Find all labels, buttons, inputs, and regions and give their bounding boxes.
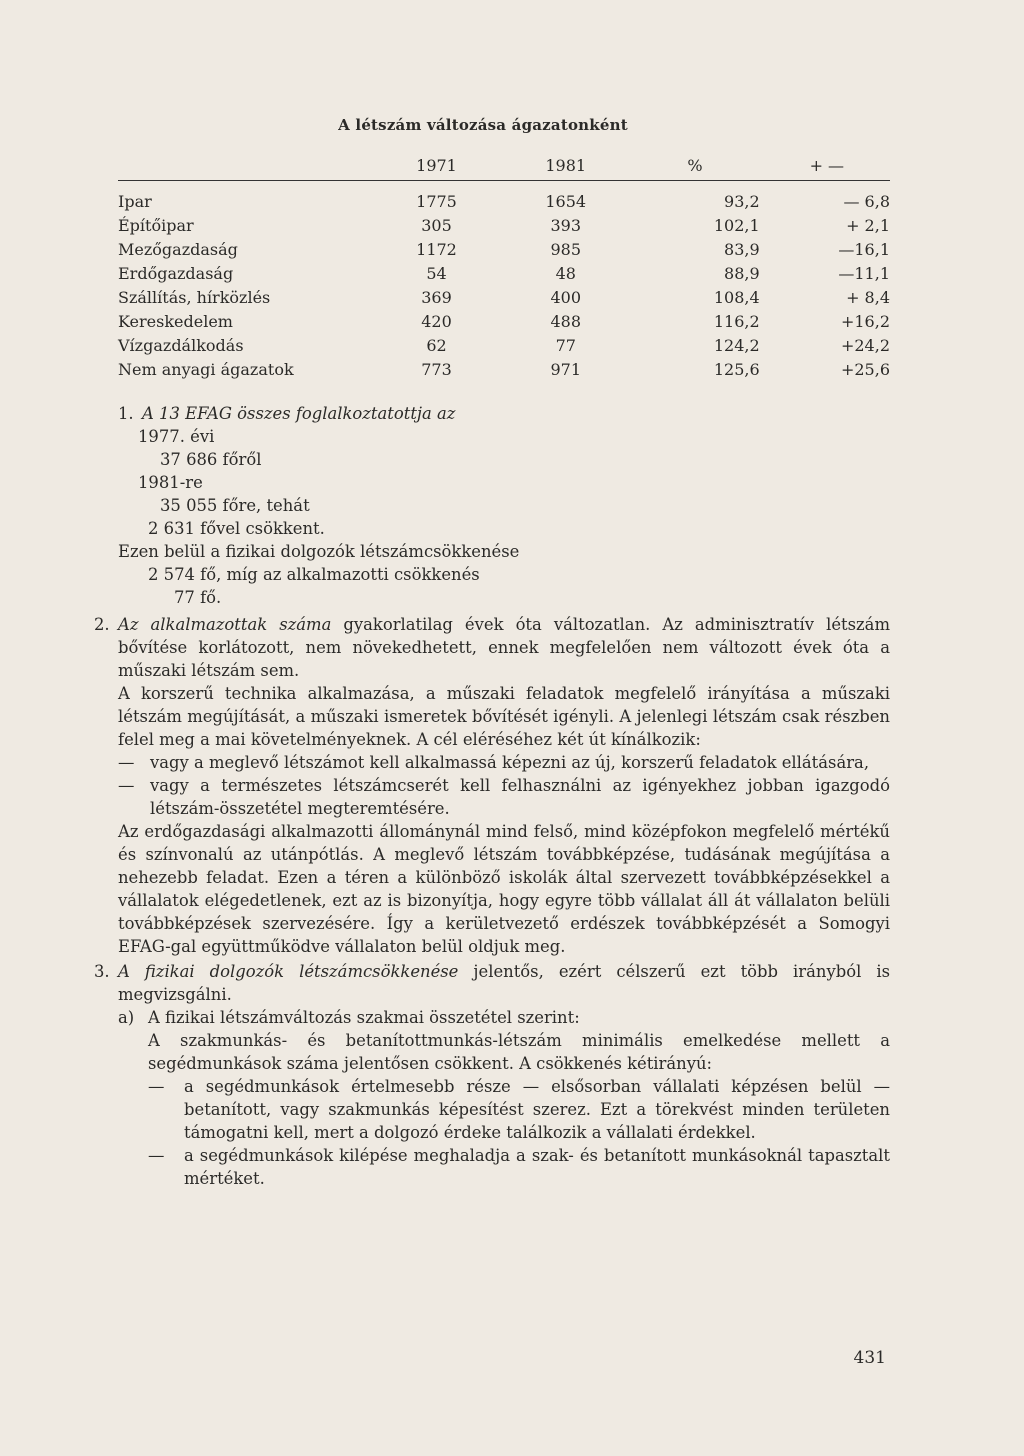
page-number: 431 [853, 1348, 886, 1368]
dash-marker: — [148, 1146, 165, 1165]
row-sector: Építőipar [118, 215, 194, 235]
section-3a-label: a) [118, 1008, 135, 1027]
section-1-line: 37 686 főről [160, 450, 262, 469]
row-sector: Ipar [118, 191, 152, 211]
row-1971: 1172 [416, 239, 457, 259]
header-percent: % [687, 155, 703, 175]
row-change: + 2,1 [846, 215, 890, 235]
row-1971: 420 [421, 311, 452, 331]
section-2-text: gyakorlatilag évek óta változatlan. Az adminisztratív létszám bővítése korlátozott, nem növekedhetett, ennek megfelelően nem változott évek óta a műszaki létszám sem. [118, 615, 890, 680]
table-row [118, 237, 890, 261]
row-1981: 488 [550, 311, 582, 331]
row-change: — 6,8 [843, 191, 890, 211]
row-change: +25,6 [840, 359, 890, 379]
row-1981: 393 [550, 215, 582, 235]
option-text: vagy a meglevő létszámot kell alkalmassá képezni az új, korszerű feladatok ellátására, [150, 753, 870, 772]
table-row [118, 261, 890, 285]
row-1971: 369 [421, 287, 452, 307]
section-1-heading [118, 402, 890, 425]
table-header-row [118, 150, 890, 181]
section-3-paragraph [94, 960, 891, 1006]
row-percent: 108,4 [713, 287, 760, 307]
section-2-option-2 [118, 774, 890, 820]
section-1-number: 1. [118, 404, 134, 423]
table-row [118, 357, 890, 381]
row-sector: Mezőgazdaság [118, 239, 238, 259]
row-1981: 971 [550, 359, 582, 379]
headcount-table [118, 150, 890, 381]
row-sector: Erdőgazdaság [118, 263, 234, 283]
row-1981: 48 [555, 263, 576, 283]
option-text: vagy a természetes létszámcserét kell felhasználni az igényekhez jobban igazgodó létszám-összetétel megteremtésére. [150, 776, 890, 818]
section-2-title: Az alkalmazottak száma [118, 615, 332, 634]
dash-marker: — [118, 776, 135, 795]
section-1-line: 2 574 fő, míg az alkalmazotti csökkenés [148, 565, 480, 584]
row-percent: 88,9 [724, 263, 760, 283]
dash-marker: — [118, 753, 135, 772]
row-sector: Nem anyagi ágazatok [118, 359, 294, 379]
section-3a-point-1 [118, 1075, 890, 1144]
table-row [118, 309, 890, 333]
row-1971: 1775 [416, 191, 457, 211]
point-text: a segédmunkások kilépése meghaladja a szak- és betanított munkásoknál tapasztalt mértéket. [184, 1146, 890, 1188]
table-title: A létszám változása ágazatonként [338, 116, 628, 134]
row-percent: 93,2 [724, 191, 760, 211]
row-1971: 62 [426, 335, 447, 355]
section-2-paragraph-3: Az erdőgazdasági alkalmazotti állománynál mind felső, mind középfokon megfelelő mértékű és színvonalú az utánpótlás. A meglevő létszám továbbképzése, tudásának megújítása a nehezebb feladat. Ezen a téren a különböző iskolák által szervezett továbbképzésekkel a vállalatok elégedetlenek, ezt az is bizonyítja, hogy egyre több vállalat áll át vállalaton belüli továbbképzések szervezésére. Így a kerületvezető erdészek továbbképzését a Somogyi EFAG-gal együttműködve vállalaton belül oldjuk meg. [118, 822, 890, 956]
row-sector: Vízgazdálkodás [118, 335, 244, 355]
row-percent: 116,2 [713, 311, 760, 331]
section-3a-title: A fizikai létszámváltozás szakmai összetétel szerint: [148, 1008, 580, 1027]
row-1981: 77 [555, 335, 576, 355]
row-sector: Szállítás, hírközlés [118, 287, 271, 307]
section-2-paragraph [94, 613, 890, 682]
row-1981: 400 [550, 287, 582, 307]
row-percent: 83,9 [724, 239, 760, 259]
section-1-line: 77 fő. [174, 588, 222, 607]
section-1-title: A 13 EFAG összes foglalkoztatottja az [142, 404, 456, 423]
row-change: —16,1 [838, 239, 890, 259]
section-3-text: jelentős, ezért célszerű ezt több irányból is megvizsgálni. [118, 962, 891, 1004]
section-3-number: 3. [94, 962, 110, 981]
row-change: + 8,4 [846, 287, 890, 307]
section-1-line: 1977. évi [138, 427, 215, 446]
section-3a-paragraph: A szakmunkás- és betanítottmunkás-létszám minimális emelkedése mellett a segédmunkások száma jelentősen csökkent. A csökkenés kétirányú: [148, 1031, 890, 1073]
row-change: +24,2 [840, 335, 890, 355]
row-1971: 54 [426, 263, 447, 283]
section-2-number: 2. [94, 615, 110, 634]
row-1971: 305 [421, 215, 452, 235]
table-row [118, 285, 890, 309]
header-sector [118, 150, 372, 181]
row-1971: 773 [421, 359, 452, 379]
section-1-line: 1981-re [138, 473, 203, 492]
table-row [118, 333, 890, 357]
dash-marker: — [148, 1077, 165, 1096]
section-2-paragraph-2: A korszerű technika alkalmazása, a műszaki feladatok megfelelő irányítása a műszaki létszám megújítását, a műszaki ismeretek bővítését igényli. A jelenlegi létszám csak részben felel meg a mai követelményeknek. A cél eléréséhez két út kínálkozik: [118, 684, 890, 749]
section-1-line: 2 631 fővel csökkent. [148, 519, 325, 538]
section-3a-heading [118, 1006, 890, 1029]
body-text [94, 402, 891, 1190]
point-text: a segédmunkások értelmesebb része — elsősorban vállalati képzésen belül — betanított, vagy szakmunkás képesítést szerez. Ezt a törekvést minden területen támogatni kell, mert a dolgozó érdeke találkozik a vállalati érdekkel. [184, 1077, 890, 1142]
row-1981: 985 [550, 239, 582, 259]
section-1-line: Ezen belül a fizikai dolgozók létszámcsökkenése [118, 542, 520, 561]
header-change: + — [809, 155, 845, 175]
section-1-line: 35 055 főre, tehát [160, 496, 310, 515]
header-1981: 1981 [545, 155, 587, 175]
row-change: +16,2 [840, 311, 890, 331]
table-row [118, 213, 890, 237]
header-1971: 1971 [416, 155, 457, 175]
row-sector: Kereskedelem [118, 311, 233, 331]
row-percent: 102,1 [713, 215, 760, 235]
row-1981: 1654 [545, 191, 587, 211]
table-row [118, 181, 890, 214]
row-change: —11,1 [838, 263, 890, 283]
section-3-title: A fizikai dolgozók létszámcsökkenése [118, 962, 459, 981]
row-percent: 125,6 [713, 359, 760, 379]
section-2-option-1 [118, 751, 890, 774]
section-3a-point-2 [118, 1144, 890, 1190]
row-percent: 124,2 [713, 335, 760, 355]
